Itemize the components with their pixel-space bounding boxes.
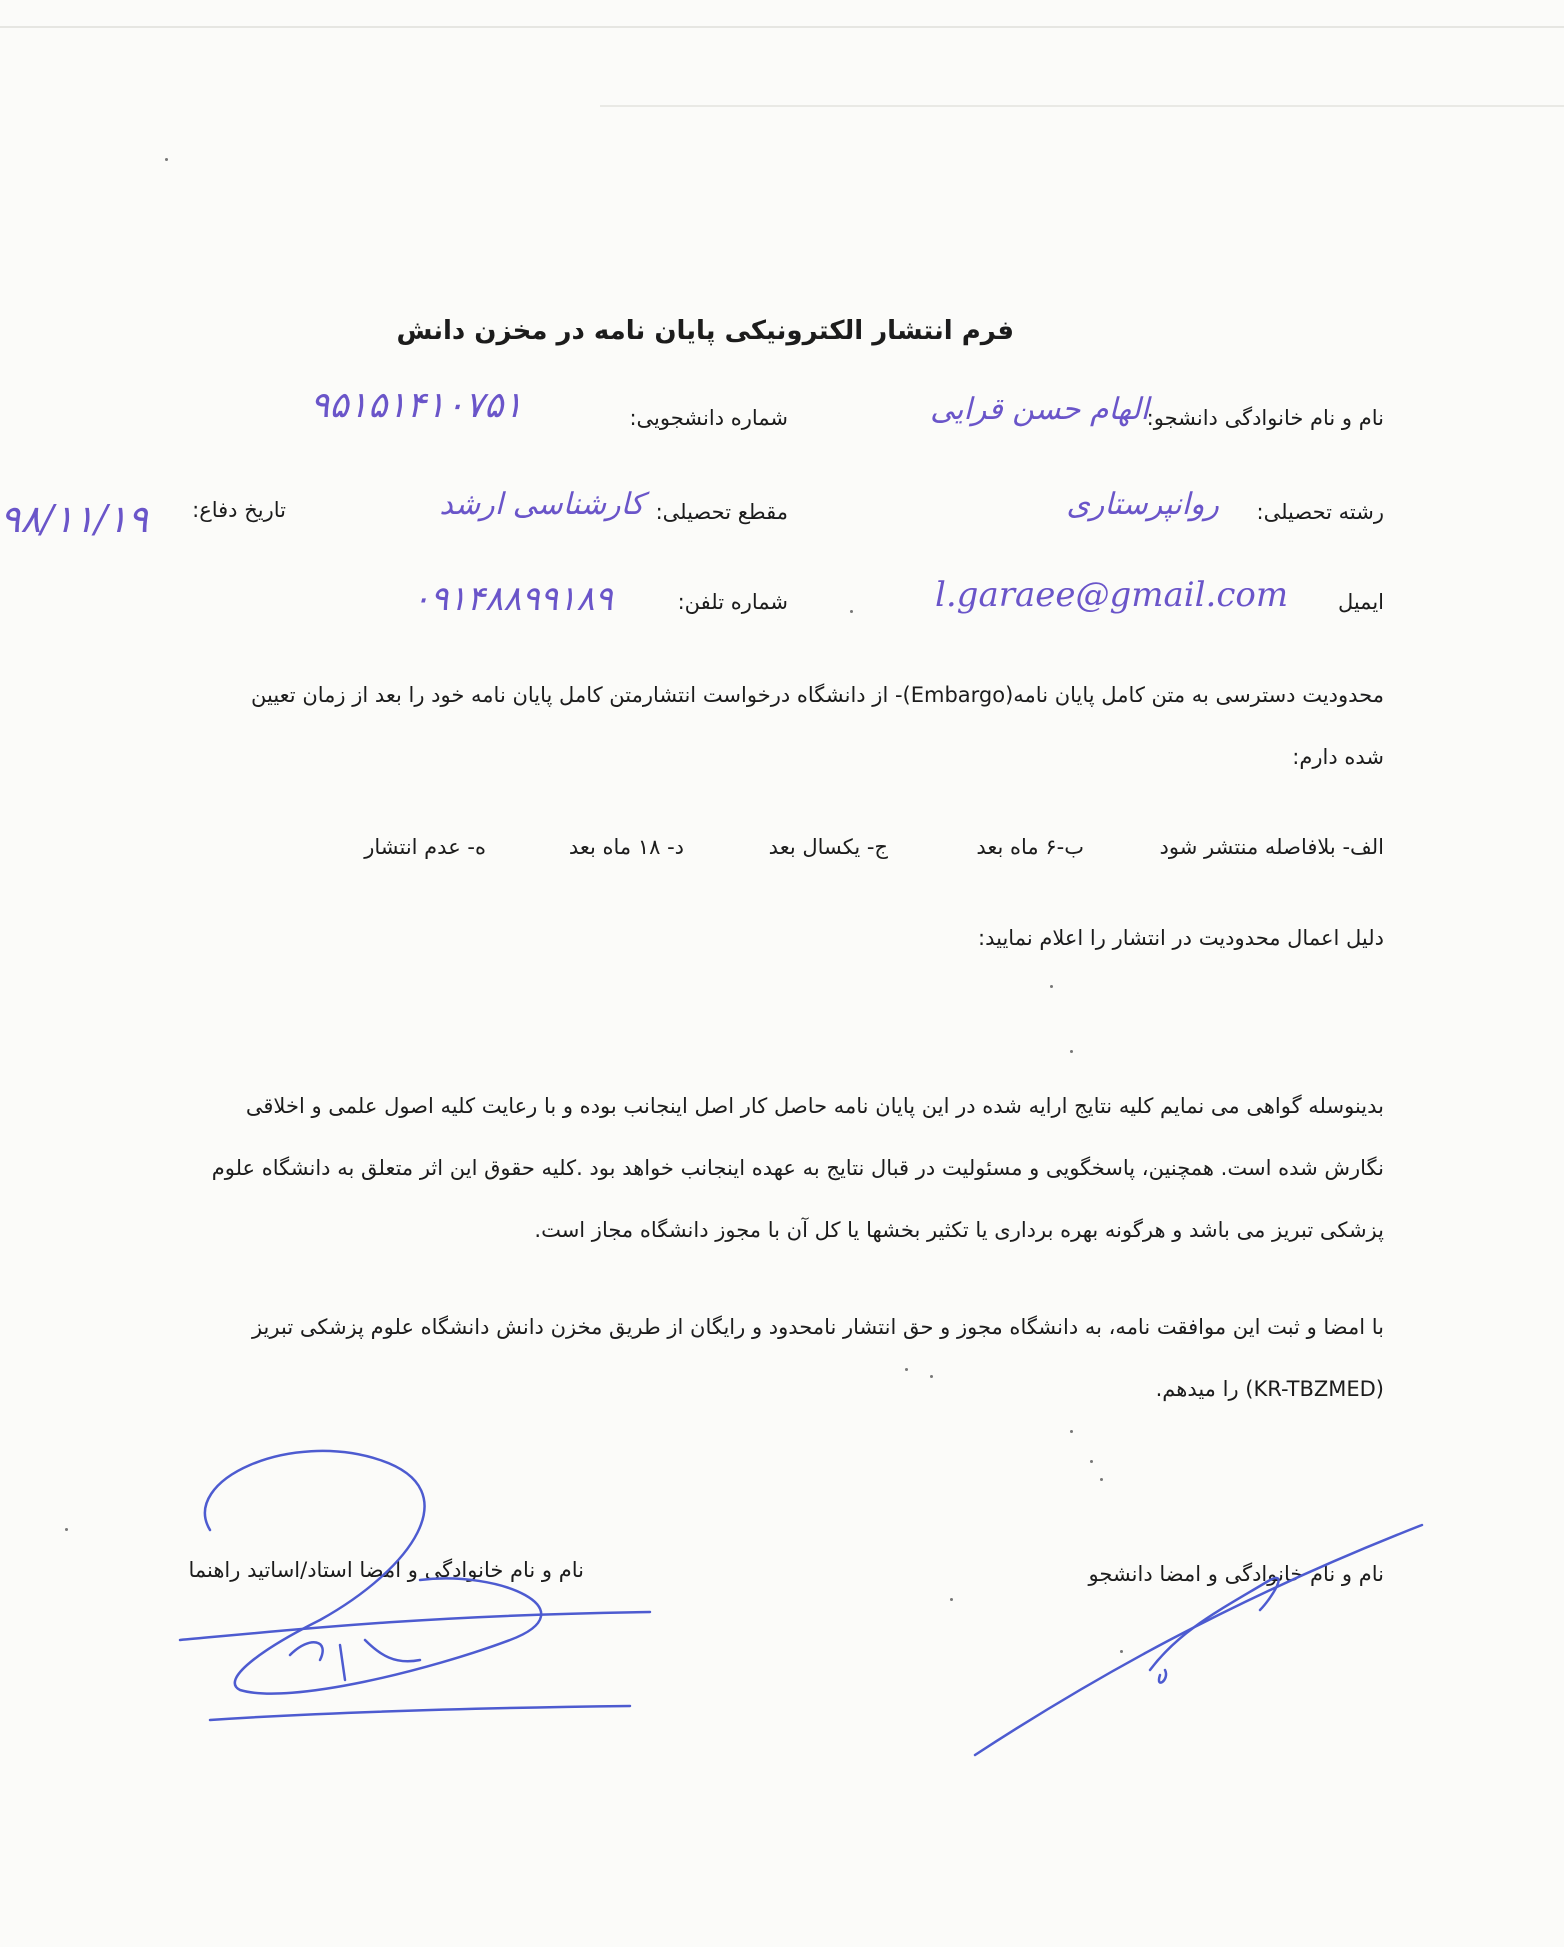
student-number-value: ۹۵۱۵۱۴۱۰۷۵۱ <box>310 385 523 426</box>
scan-dust <box>1070 1050 1073 1053</box>
scan-edge-line <box>600 105 1564 107</box>
scan-dust <box>850 610 853 613</box>
embargo-reason-label: دلیل اعمال محدودیت در انتشار را اعلام نمایید: <box>978 926 1384 950</box>
declaration-paragraph <box>84 1075 1384 1261</box>
embargo-option-immediate: الف- بلافاصله منتشر شود <box>1159 835 1384 859</box>
student-number-label: شماره دانشجویی: <box>629 406 788 430</box>
supervisor-signature-label: نام و نام خانوادگی و امضا استاد/اساتید راهنما <box>188 1558 584 1582</box>
embargo-option-1-year: ج- یکسال بعد <box>768 835 888 859</box>
scan-dust <box>1100 1478 1103 1481</box>
defense-date-value: ۹۸/۱۱/۱۹ <box>0 497 149 541</box>
scan-dust <box>930 1375 933 1378</box>
phone-value: ۰۹۱۴۸۸۹۹۱۸۹ <box>412 579 613 619</box>
scan-dust <box>1120 1650 1123 1653</box>
consent-line-2: (KR-TBZMED) را میدهم. <box>1155 1377 1384 1401</box>
degree-label: مقطع تحصیلی: <box>655 500 788 524</box>
embargo-option-6-months: ب-۶ ماه بعد <box>976 835 1084 859</box>
supervisor-signature-drawing <box>170 1440 670 1730</box>
email-value: l.garaee@gmail.com <box>935 575 1289 615</box>
embargo-line-1: محدودیت دسترسی به متن کامل پایان نامه(Embargo)- از دانشگاه درخواست انتشارمتن کامل پایان نامه خود را بعد از زمان تعیین <box>251 683 1384 707</box>
declaration-line-1: بدینوسله گواهی می نمایم کلیه نتایج ارایه شده در این پایان نامه حاصل کار اصل اینجانب بوده و با رعایت کلیه اصول علمی و اخلاقی <box>245 1094 1384 1118</box>
scan-dust <box>65 1528 68 1531</box>
scan-dust <box>1090 1460 1093 1463</box>
student-name-label: نام و نام خانوادگی دانشجو: <box>1146 406 1384 430</box>
student-signature-drawing <box>970 1520 1430 1760</box>
consent-paragraph <box>144 1296 1384 1420</box>
phone-label: شماره تلفن: <box>677 590 788 614</box>
scan-dust <box>950 1598 953 1601</box>
consent-line-1: با امضا و ثبت این موافقت نامه، به دانشگاه مجوز و حق انتشار نامحدود و رایگان از طریق مخزن دانش دانشگاه علوم پزشکی تبریز <box>251 1315 1384 1339</box>
embargo-paragraph <box>84 664 1384 788</box>
scan-dust <box>1070 1430 1073 1433</box>
field-label: رشته تحصیلی: <box>1256 500 1384 524</box>
student-name-value: الهام حسن قرایی <box>930 392 1149 427</box>
scan-edge-line <box>0 26 1564 28</box>
embargo-option-18-months: د- ۱۸ ماه بعد <box>568 835 684 859</box>
email-label: ایمیل <box>1337 590 1384 614</box>
defense-date-label: تاریخ دفاع: <box>192 498 286 522</box>
declaration-line-2: نگارش شده است. همچنین، پاسخگویی و مسئولیت در قبال نتایج به عهده اینجانب خواهد بود .کلیه حقوق این اثر متعلق به دانشگاه علوم <box>211 1156 1384 1180</box>
scan-dust <box>165 158 168 161</box>
field-value: روانپرستاری <box>1066 487 1219 522</box>
degree-value: کارشناسی ارشد <box>439 487 644 522</box>
student-signature-label: نام و نام خانوادگی و امضا دانشجو <box>1088 1562 1384 1586</box>
form-title: فرم انتشار الکترونیکی پایان نامه در مخزن دانش <box>396 316 1014 346</box>
declaration-line-3: پزشکی تبریز می باشد و هرگونه بهره برداری یا تکثیر بخشها یا کل آن با مجوز دانشگاه مجاز است. <box>534 1218 1384 1242</box>
scan-dust <box>905 1368 908 1371</box>
embargo-option-no-publish: ه- عدم انتشار <box>364 835 486 859</box>
embargo-line-2: شده دارم: <box>1292 745 1384 769</box>
scan-dust <box>1050 985 1053 988</box>
